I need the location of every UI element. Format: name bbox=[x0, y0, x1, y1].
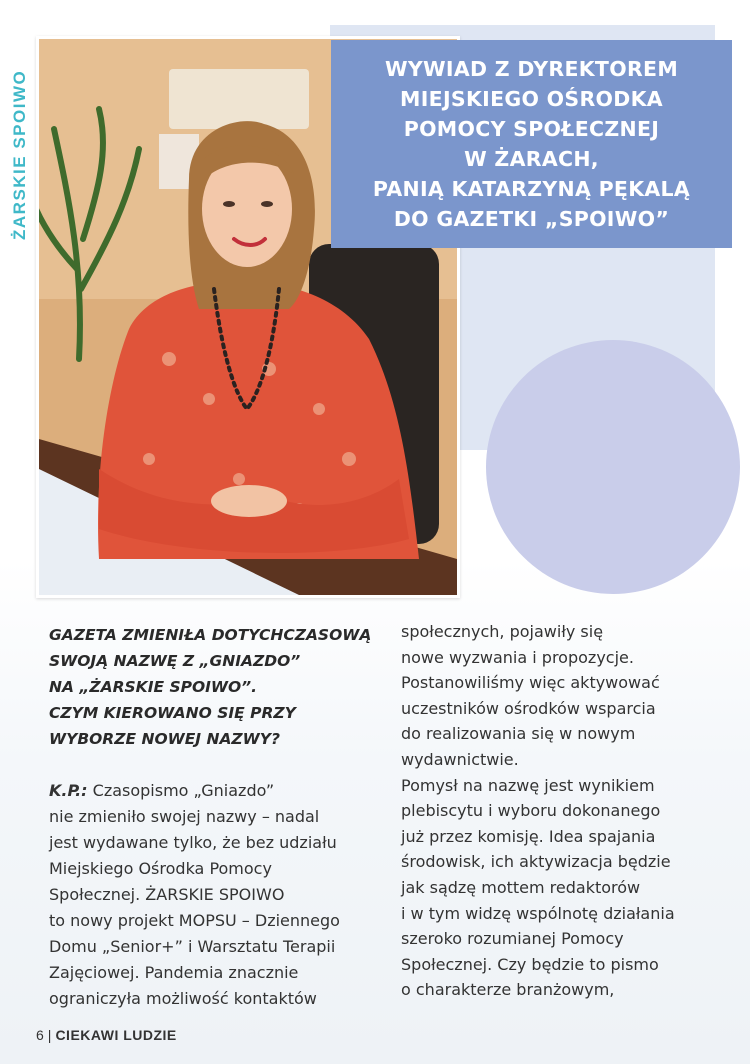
section-side-label: ŻARSKIE SPOIWO bbox=[10, 69, 29, 240]
text-column-right bbox=[401, 619, 731, 1003]
page-footer bbox=[36, 1027, 177, 1043]
answer-initials: K.P.: bbox=[49, 781, 88, 800]
footer-separator: | bbox=[47, 1027, 52, 1043]
answer-text-right: społecznych, pojawiły się nowe wyzwania i propozycje. Postanowiliśmy więc aktywować uczestników ośrodków wsparcia do realizowania się w nowym wydawnictwie. Pomysł na nazwę jest wynikiem plebiscytu i wyboru dokonanego już przez komisję. Idea spajania środowisk, ich aktywizacja będzie jak sądzę mottem redaktorów i w tym widzę wspólnotę działania szeroko rozumianej Pomocy Społecznej. Czy będzie to pismo o charakterze branżowym, bbox=[401, 622, 675, 1000]
footer-section-name: CIEKAWI LUDZIE bbox=[55, 1027, 177, 1043]
answer-text-left: Czasopismo „Gniazdo” nie zmieniło swojej nazwy – nadal jest wydawane tylko, że bez udziału Miejskiego Ośrodka Pomocy Społecznej. ŻARSKIE SPOIWO to nowy projekt MOPSU – Dziennego Domu „Senior+” i Warsztatu Terapii Zajęciowej. Pandemia znacznie ograniczyła możliwość kontaktów bbox=[49, 781, 340, 1008]
article-title: WYWIAD Z DYREKTOREM MIEJSKIEGO OŚRODKA POMOCY SPOŁECZNEJ W ŻARACH, PANIĄ KATARZYNĄ PĘKALĄ DO GAZETKI „SPOIWO” bbox=[372, 57, 691, 231]
page-number: 6 bbox=[36, 1027, 44, 1043]
article-title-box bbox=[331, 40, 732, 248]
interview-answer-start bbox=[49, 778, 379, 1012]
text-column-left bbox=[49, 622, 379, 1012]
decorative-circle bbox=[486, 340, 740, 594]
interview-question: GAZETA ZMIENIŁA DOTYCHCZASOWĄ SWOJĄ NAZWĘ Z „GNIAZDO” NA „ŻARSKIE SPOIWO”. CZYM KIEROWANO SIĘ PRZY WYBORZE NOWEJ NAZWY? bbox=[49, 626, 372, 748]
